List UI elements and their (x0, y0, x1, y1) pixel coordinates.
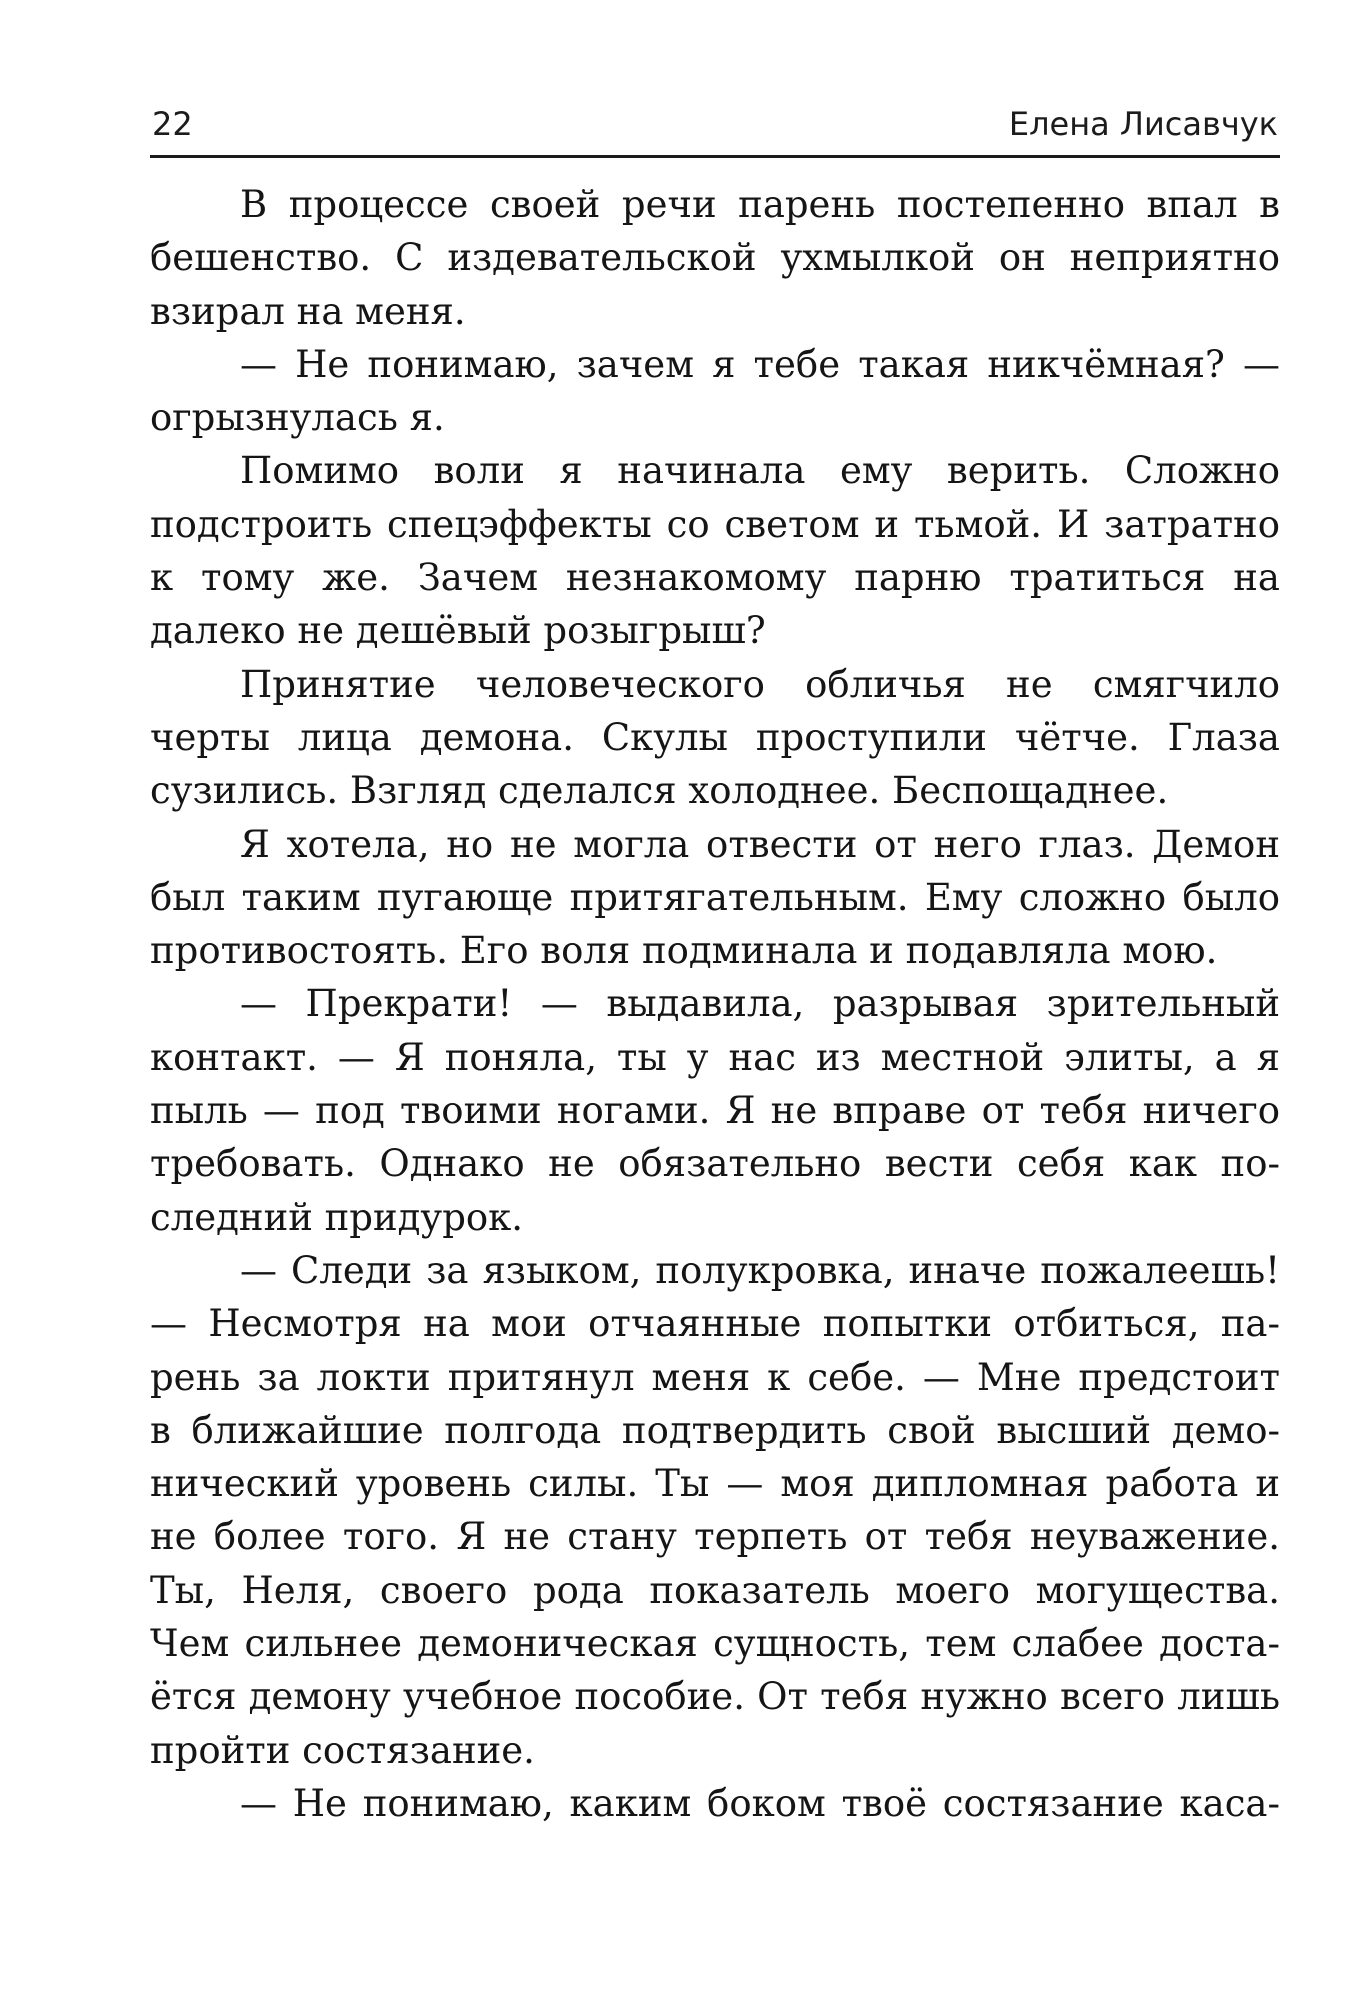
text-line: В процессе своей речи парень постепенно впал в (240, 183, 1280, 226)
text-line: ётся демону учебное пособие. От тебя нужно всего лишь (150, 1675, 1280, 1719)
text-line: требовать. Однако не обязательно вести себя как по- (150, 1142, 1280, 1186)
text-line: к тому же. Зачем незнакомому парню тратиться на (150, 556, 1280, 600)
text-line: огрызнулась я. (150, 396, 445, 440)
page-number: 22 (152, 105, 193, 143)
text-line: — Не понимаю, зачем я тебе такая никчёмная? — (240, 342, 1280, 386)
text-line: — Несмотря на мои отчаянные попытки отбиться, па- (150, 1302, 1280, 1346)
text-line: следний придурок. (150, 1195, 524, 1239)
text-line: далеко не дешёвый розыгрыш? (150, 609, 766, 653)
text-line: — Прекрати! — выдавила, разрывая зрительный (240, 982, 1280, 1026)
text-line: Ты, Неля, своего рода показатель моего могущества. (150, 1568, 1280, 1612)
text-line: бешенство. С издевательской ухмылкой он неприятно (150, 236, 1280, 280)
text-line: противостоять. Его воля подминала и подавляла мою. (150, 929, 1218, 973)
header-rule (150, 155, 1280, 158)
text-line: пройти состязание. (150, 1728, 535, 1772)
text-line: Помимо воли я начинала ему верить. Сложно (240, 449, 1280, 493)
text-line: взирал на меня. (150, 289, 466, 333)
text-line: — Следи за языком, полукровка, иначе пожалеешь! (240, 1248, 1280, 1292)
text-line: — Не понимаю, каким боком твоё состязание каса- (240, 1781, 1280, 1825)
text-line: не более того. Я не стану терпеть от тебя неуважение. (150, 1515, 1280, 1559)
text-line: рень за локти притянул меня к себе. — Мне предстоит (150, 1355, 1280, 1399)
text-line: Чем сильнее демоническая сущность, тем слабее доста- (150, 1622, 1280, 1666)
text-line: пыль — под твоими ногами. Я не вправе от тебя ничего (150, 1089, 1280, 1133)
text-line: сузились. Взгляд сделался холоднее. Беспощаднее. (150, 769, 1169, 813)
text-line: черты лица демона. Скулы проступили чётче. Глаза (150, 715, 1280, 759)
author-name: Елена Лисавчук (1008, 105, 1278, 143)
running-header (150, 98, 1280, 158)
body-text (150, 178, 1280, 1830)
text-line: Принятие человеческого обличья не смягчило (240, 662, 1280, 706)
text-line: нический уровень силы. Ты — моя дипломная работа и (150, 1462, 1280, 1506)
text-line: был таким пугающе притягательным. Ему сложно было (150, 875, 1280, 919)
text-line: Я хотела, но не могла отвести от него глаз. Демон (240, 822, 1280, 866)
text-line: контакт. — Я поняла, ты у нас из местной элиты, а я (150, 1035, 1280, 1079)
text-line: в ближайшие полгода подтвердить свой высший демо- (150, 1408, 1280, 1452)
text-line: подстроить спецэффекты со светом и тьмой. И затратно (150, 502, 1280, 546)
